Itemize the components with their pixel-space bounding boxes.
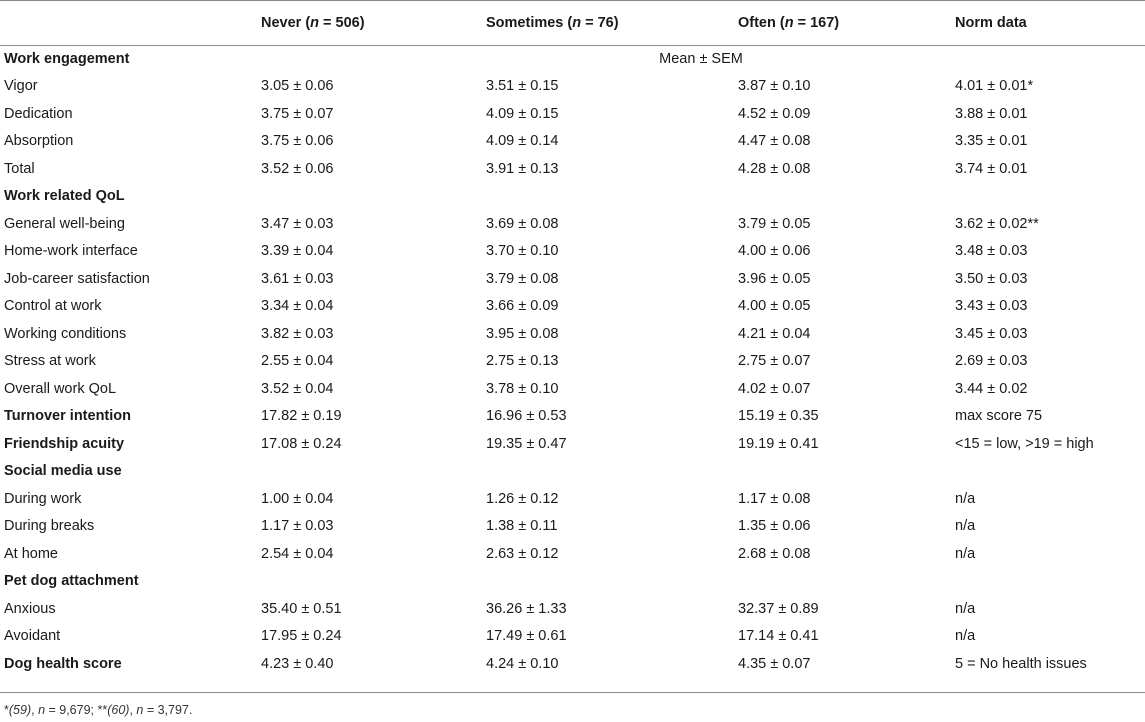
section-row	[0, 430, 1145, 458]
table-row	[0, 210, 1145, 238]
cell-value: n/a	[955, 600, 976, 617]
empty-cell	[257, 458, 1145, 486]
cell-value: max score 75	[955, 408, 1043, 425]
row-label: Overall work QoL	[4, 380, 117, 397]
section-row	[0, 403, 1145, 431]
cell-value: n/a	[955, 545, 976, 562]
cell-value: 3.79 ± 0.08	[486, 270, 559, 287]
cell-value: 17.08 ± 0.24	[261, 435, 342, 452]
cell-value: 2.75 ± 0.13	[486, 353, 559, 370]
table-row	[0, 348, 1145, 376]
cell-value: 3.52 ± 0.06	[261, 160, 334, 177]
table-row	[0, 375, 1145, 403]
table-row	[0, 100, 1145, 128]
cell-value: 1.00 ± 0.04	[261, 490, 334, 507]
cell-value: 3.43 ± 0.03	[955, 298, 1028, 315]
cell-value: 16.96 ± 0.53	[486, 408, 567, 425]
cell-value: 19.19 ± 0.41	[738, 435, 819, 452]
row-label: During breaks	[4, 518, 95, 535]
header-empty	[0, 0, 257, 45]
cell-value: 3.96 ± 0.05	[738, 270, 811, 287]
section-label: Pet dog attachment	[4, 573, 139, 590]
cell-value: 4.47 ± 0.08	[738, 133, 811, 150]
cell-value: 19.35 ± 0.47	[486, 435, 567, 452]
cell-value: 2.63 ± 0.12	[486, 545, 559, 562]
table-row	[0, 73, 1145, 101]
row-label: During work	[4, 490, 82, 507]
cell-value: 4.09 ± 0.15	[486, 105, 559, 122]
cell-value: 3.45 ± 0.03	[955, 325, 1028, 342]
cell-value: 1.38 ± 0.11	[486, 518, 558, 535]
cell-value: 4.24 ± 0.10	[486, 655, 559, 672]
footnote: *(59), n = 9,679; **(60), n = 3,797.	[4, 703, 193, 717]
table-row	[0, 595, 1145, 623]
row-label: Working conditions	[4, 325, 127, 342]
table-row	[0, 320, 1145, 348]
table-row	[0, 485, 1145, 513]
row-label: Avoidant	[4, 628, 61, 645]
cell-value: 3.35 ± 0.01	[955, 133, 1028, 150]
cell-value: 3.66 ± 0.09	[486, 298, 559, 315]
cell-value: 1.26 ± 0.12	[486, 490, 559, 507]
cell-value: 15.19 ± 0.35	[738, 408, 819, 425]
cell-value: 35.40 ± 0.51	[261, 600, 342, 617]
cell-value: 2.55 ± 0.04	[261, 353, 334, 370]
cell-value: 3.62 ± 0.02**	[955, 215, 1039, 232]
cell-value: 3.88 ± 0.01	[955, 105, 1028, 122]
cell-value: 4.35 ± 0.07	[738, 655, 811, 672]
table-row	[0, 155, 1145, 183]
table-row	[0, 623, 1145, 651]
cell-value: 2.69 ± 0.03	[955, 353, 1028, 370]
table-row	[0, 293, 1145, 321]
header-norm: Norm data	[955, 14, 1027, 31]
cell-value: 4.00 ± 0.06	[738, 243, 811, 260]
table-row	[0, 238, 1145, 266]
cell-value: 2.75 ± 0.07	[738, 353, 811, 370]
cell-value: 3.61 ± 0.03	[261, 270, 334, 287]
cell-value: 17.82 ± 0.19	[261, 408, 342, 425]
section-label: Work engagement	[4, 50, 130, 67]
span-caption: Mean ± SEM	[659, 50, 743, 67]
cell-value: 5 = No health issues	[955, 655, 1087, 672]
cell-value: 4.01 ± 0.01*	[955, 78, 1034, 95]
header-never: Never (n = 506)	[261, 14, 365, 31]
header-row	[0, 0, 1145, 45]
cell-value: 1.17 ± 0.08	[738, 490, 811, 507]
cell-value: 3.75 ± 0.07	[261, 105, 334, 122]
cell-value: 36.26 ± 1.33	[486, 600, 567, 617]
cell-value: n/a	[955, 490, 976, 507]
row-label: Total	[4, 160, 35, 177]
cell-value: 4.09 ± 0.14	[486, 133, 559, 150]
row-label: Anxious	[4, 600, 56, 617]
row-label: Dedication	[4, 105, 73, 122]
row-label: General well-being	[4, 215, 125, 232]
row-label: Absorption	[4, 133, 74, 150]
cell-value: 4.52 ± 0.09	[738, 105, 811, 122]
cell-value: 4.28 ± 0.08	[738, 160, 811, 177]
row-label: Home-work interface	[4, 243, 138, 260]
cell-value: 17.14 ± 0.41	[738, 628, 819, 645]
cell-value: 2.68 ± 0.08	[738, 545, 811, 562]
empty-cell	[257, 183, 1145, 211]
table-row	[0, 265, 1145, 293]
header-rule	[0, 45, 1145, 46]
cell-value: 3.51 ± 0.15	[486, 78, 559, 95]
cell-value: 4.23 ± 0.40	[261, 655, 334, 672]
row-label: Control at work	[4, 298, 102, 315]
cell-value: 4.02 ± 0.07	[738, 380, 811, 397]
cell-value: 1.17 ± 0.03	[261, 518, 334, 535]
cell-value: 3.34 ± 0.04	[261, 298, 334, 315]
section-label: Social media use	[4, 463, 122, 480]
section-row	[0, 45, 1145, 73]
table-row	[0, 128, 1145, 156]
cell-value: <15 = low, >19 = high	[955, 435, 1094, 452]
header-often: Often (n = 167)	[738, 14, 840, 31]
cell-value: 3.95 ± 0.08	[486, 325, 559, 342]
section-label: Friendship acuity	[4, 435, 125, 452]
section-row	[0, 458, 1145, 486]
cell-value: 3.82 ± 0.03	[261, 325, 334, 342]
section-row	[0, 650, 1145, 678]
cell-value: 2.54 ± 0.04	[261, 545, 334, 562]
cell-value: 3.44 ± 0.02	[955, 380, 1028, 397]
cell-value: 3.87 ± 0.10	[738, 78, 811, 95]
cell-value: 3.48 ± 0.03	[955, 243, 1028, 260]
cell-value: 17.49 ± 0.61	[486, 628, 567, 645]
table-row	[0, 540, 1145, 568]
table-body	[0, 45, 1145, 678]
section-row	[0, 183, 1145, 211]
row-label: Vigor	[4, 78, 38, 95]
cell-value: n/a	[955, 518, 976, 535]
cell-value: n/a	[955, 628, 976, 645]
section-label: Work related QoL	[4, 188, 125, 205]
empty-cell	[257, 568, 1145, 596]
cell-value: 3.75 ± 0.06	[261, 133, 334, 150]
bottom-rule	[0, 692, 1145, 693]
section-label: Dog health score	[4, 655, 122, 672]
section-label: Turnover intention	[4, 408, 132, 425]
cell-value: 3.69 ± 0.08	[486, 215, 559, 232]
cell-value: 3.52 ± 0.04	[261, 380, 334, 397]
cell-value: 3.50 ± 0.03	[955, 270, 1028, 287]
cell-value: 3.47 ± 0.03	[261, 215, 334, 232]
header-sometimes: Sometimes (n = 76)	[486, 14, 619, 31]
table-row	[0, 513, 1145, 541]
cell-value: 17.95 ± 0.24	[261, 628, 342, 645]
cell-value: 3.05 ± 0.06	[261, 78, 334, 95]
cell-value: 3.79 ± 0.05	[738, 215, 811, 232]
cell-value: 3.74 ± 0.01	[955, 160, 1028, 177]
cell-value: 32.37 ± 0.89	[738, 600, 819, 617]
cell-value: 3.91 ± 0.13	[486, 160, 559, 177]
row-label: Stress at work	[4, 353, 96, 370]
cell-value: 3.78 ± 0.10	[486, 380, 559, 397]
cell-value: 3.70 ± 0.10	[486, 243, 559, 260]
cell-value: 4.21 ± 0.04	[738, 325, 811, 342]
cell-value: 1.35 ± 0.06	[738, 518, 811, 535]
cell-value: 4.00 ± 0.05	[738, 298, 811, 315]
row-label: At home	[4, 545, 58, 562]
section-row	[0, 568, 1145, 596]
cell-value: 3.39 ± 0.04	[261, 243, 334, 260]
row-label: Job-career satisfaction	[4, 270, 150, 287]
